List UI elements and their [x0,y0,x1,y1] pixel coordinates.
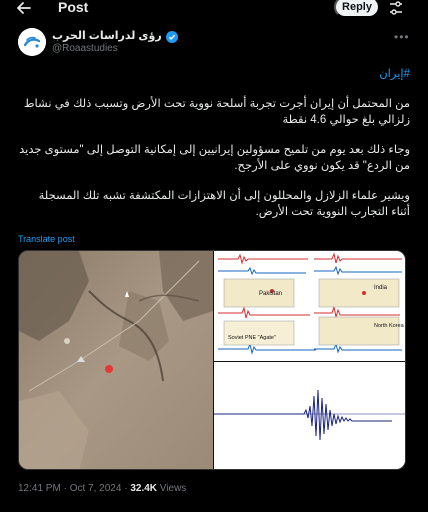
views-label: Views [159,483,187,494]
sliders-icon[interactable] [388,0,404,16]
post-metadata [18,483,186,494]
translate-post-link[interactable]: Translate post [18,234,75,244]
views-count: 32.4K [130,483,158,494]
post-time[interactable]: 12:41 PM [18,483,61,494]
media-grid [18,250,406,470]
author-name[interactable]: رؤى لدراسات الحرب [52,30,162,42]
hashtag-link[interactable]: #إيران [379,68,410,80]
author-handle[interactable]: @Roaastudies [52,43,118,54]
back-arrow-icon[interactable] [16,0,36,18]
top-bar [0,0,428,18]
author-name-row[interactable] [52,29,178,42]
label-india: India [374,285,388,291]
post-date[interactable]: Oct 7, 2024 [69,483,122,494]
verified-badge-icon [166,30,178,42]
post-paragraph-2: وجاء ذلك بعد يوم من تلميح مسؤولين إيرانيين إلى إمكانية التوصل إلى "مستوى جديد من الردع" قد يكون نووي على الأرجح. [19,144,410,172]
meta-separator-2: · [124,483,128,494]
post-paragraph-1: من المحتمل أن إيران أجرت تجربة أسلحة نووية تحت الأرض وتسبب ذلك في نشاط زلزالي بلغ حوالي 4.6 نقطة [23,98,410,126]
more-options-icon[interactable]: ••• [394,30,410,44]
post-body [18,66,410,234]
seismogram-trace-image[interactable] [214,362,406,470]
post-paragraph-3: ويشير علماء الزلازل والمحللون إلى أن الاهتزازات المكتشفة تشبه تلك المسجلة أثناء التجارب النووية تحت الأرض. [38,190,410,218]
label-soviet-pne: Soviet PNE "Agate" [228,335,276,341]
satellite-map-image[interactable] [19,251,213,470]
label-pakistan: Pakistan [259,291,283,297]
avatar[interactable] [18,28,46,56]
seismograms-comparison-image[interactable] [214,251,406,361]
reply-button[interactable]: Reply [334,0,380,18]
label-north-korea: North Korea [374,323,404,329]
meta-separator: · [63,483,67,494]
page-title: Post [58,0,89,15]
